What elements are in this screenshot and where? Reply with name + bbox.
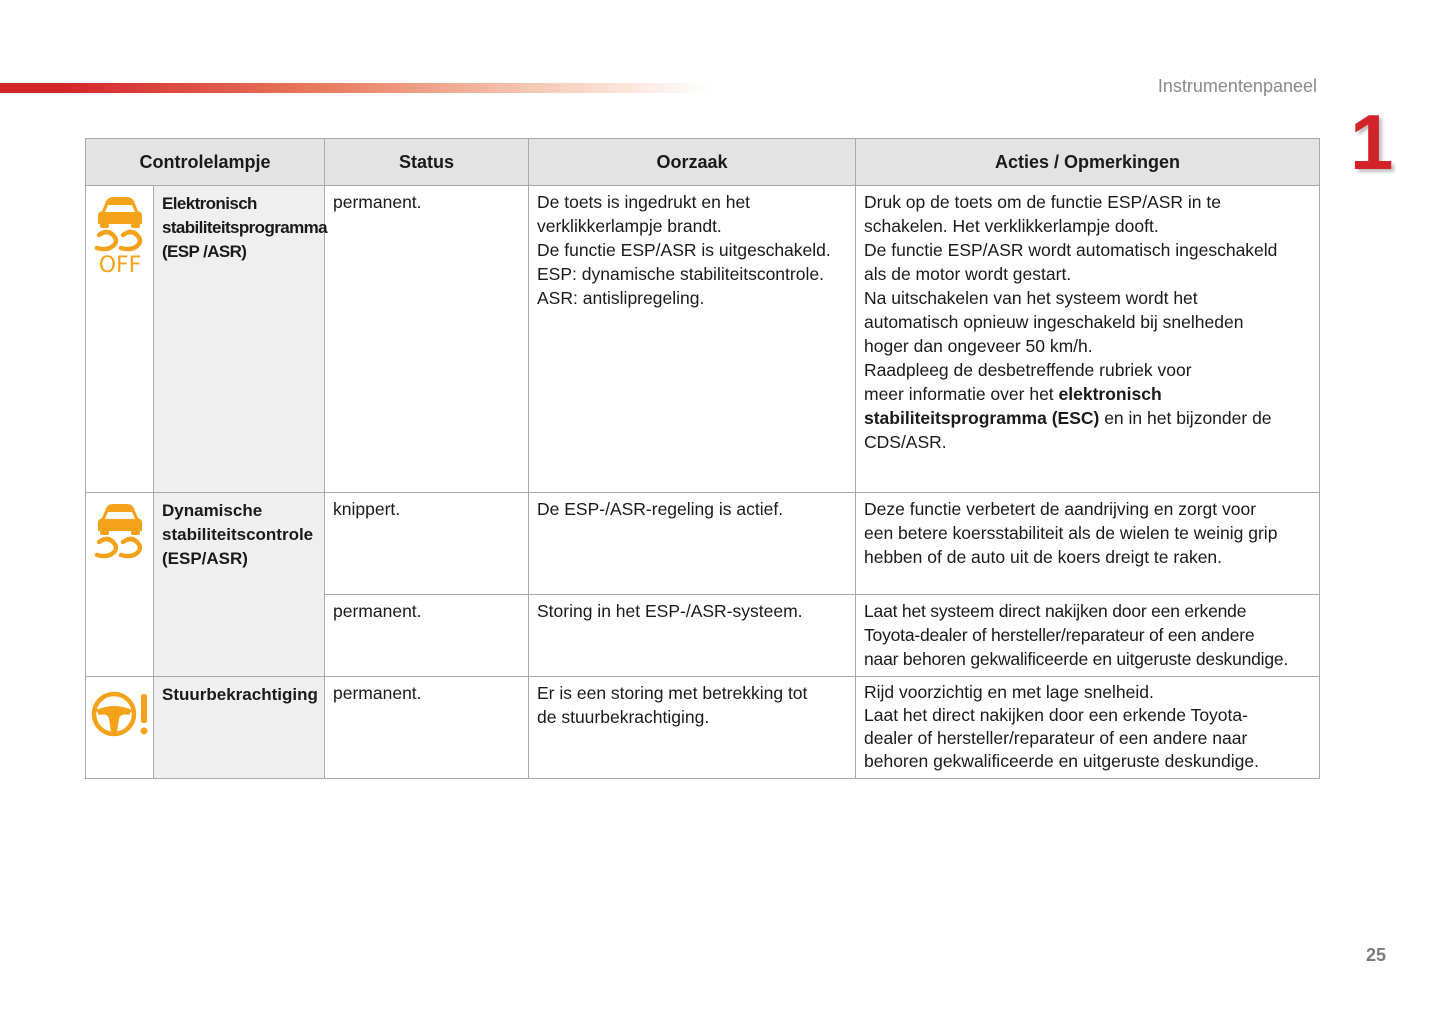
action-bold-text: stabiliteitsprogramma (ESC) <box>864 408 1100 428</box>
table-row <box>86 493 1320 595</box>
column-header-actions: Acties / Opmerkingen <box>856 139 1320 186</box>
lamp-name-line: (ESP /ASR) <box>162 242 247 261</box>
esp-skid-icon <box>90 501 149 559</box>
action-line: een betere koersstabiliteit als de wielen te weinig grip <box>864 523 1278 543</box>
action-line: Rijd voorzichtig en met lage snelheid. <box>864 682 1154 702</box>
action-line <box>864 382 1311 406</box>
cause-cell <box>529 186 856 493</box>
lamp-icon-cell <box>86 493 154 677</box>
cause-cell: Storing in het ESP-/ASR-systeem. <box>529 595 856 677</box>
esp-off-icon <box>90 194 149 274</box>
cause-line: verklikkerlampje brandt. <box>537 216 722 236</box>
action-line: Laat het systeem direct nakijken door een erkende <box>864 601 1247 621</box>
power-steering-warning-icon <box>90 689 149 739</box>
cause-cell: De ESP-/ASR-regeling is actief. <box>529 493 856 595</box>
action-text: en in het bijzonder de <box>1099 408 1272 428</box>
off-label: OFF <box>98 253 141 274</box>
action-line: Toyota-dealer of hersteller/reparateur of een andere <box>864 625 1255 645</box>
action-text: meer informatie over het <box>864 384 1054 404</box>
column-header-status: Status <box>325 139 529 186</box>
action-line: Laat het direct nakijken door een erkende Toyota- <box>864 705 1248 725</box>
action-cell <box>856 493 1320 595</box>
action-line: hebben of de auto uit de koers dreigt te raken. <box>864 547 1223 567</box>
section-title: Instrumentenpaneel <box>1157 76 1317 96</box>
action-line: Raadpleeg de desbetreffende rubriek voor <box>864 360 1192 380</box>
chapter-number: 1 <box>1350 98 1394 186</box>
cause-line: Er is een storing met betrekking tot <box>537 683 808 703</box>
header-accent-bar <box>0 83 710 93</box>
status-cell: knippert. <box>325 493 529 595</box>
cause-line: De functie ESP/ASR is uitgeschakeld. <box>537 240 831 260</box>
action-line: Deze functie verbetert de aandrijving en zorgt voor <box>864 499 1257 519</box>
action-line: De functie ESP/ASR wordt automatisch ingeschakeld <box>864 240 1278 260</box>
cause-line: de stuurbekrachtiging. <box>537 707 710 727</box>
action-line: dealer of hersteller/reparateur of een andere naar <box>864 728 1248 748</box>
cause-line: De toets is ingedrukt en het <box>537 192 751 212</box>
status-cell: permanent. <box>325 677 529 779</box>
column-header-lamp: Controlelampje <box>86 139 325 186</box>
action-line: behoren gekwalificeerde en uitgeruste deskundige. <box>864 751 1259 771</box>
action-line: CDS/ASR. <box>864 432 947 452</box>
action-line <box>864 406 1311 430</box>
warning-lamp-table <box>85 138 1320 779</box>
action-cell <box>856 595 1320 677</box>
action-line: automatisch opnieuw ingeschakeld bij snelheden <box>864 312 1244 332</box>
action-line: Druk op de toets om de functie ESP/ASR in te <box>864 192 1221 212</box>
lamp-name-line: Elektronisch <box>162 194 257 213</box>
lamp-name <box>154 493 325 677</box>
lamp-name-line: Dynamische <box>162 501 263 520</box>
cause-cell <box>529 677 856 779</box>
action-line: schakelen. Het verklikkerlampje dooft. <box>864 216 1159 236</box>
action-line: naar behoren gekwalificeerde en uitgeruste deskundige. <box>864 649 1289 669</box>
column-header-cause: Oorzaak <box>529 139 856 186</box>
table-header-row <box>86 139 1320 186</box>
lamp-icon-cell <box>86 677 154 779</box>
action-line: Na uitschakelen van het systeem wordt het <box>864 288 1198 308</box>
lamp-name <box>154 186 328 493</box>
status-cell: permanent. <box>325 595 529 677</box>
page-number: 25 <box>1366 945 1387 965</box>
lamp-name-line: stabiliteitsprogramma <box>162 218 328 237</box>
table-row <box>86 677 1320 779</box>
action-bold-text: elektronisch <box>1058 384 1162 404</box>
action-line: als de motor wordt gestart. <box>864 264 1072 284</box>
table-row <box>86 186 1320 493</box>
lamp-name: Stuurbekrachtiging <box>154 677 325 779</box>
action-cell <box>856 677 1320 779</box>
status-cell: permanent. <box>325 186 529 493</box>
lamp-name-line: (ESP/ASR) <box>162 549 248 568</box>
cause-line: ESP: dynamische stabiliteitscontrole. <box>537 264 824 284</box>
lamp-name-line: stabiliteitscontrole <box>162 525 314 544</box>
action-cell <box>856 186 1320 493</box>
lamp-icon-cell <box>86 186 154 493</box>
cause-line: ASR: antislipregeling. <box>537 288 705 308</box>
action-line: hoger dan ongeveer 50 km/h. <box>864 336 1093 356</box>
